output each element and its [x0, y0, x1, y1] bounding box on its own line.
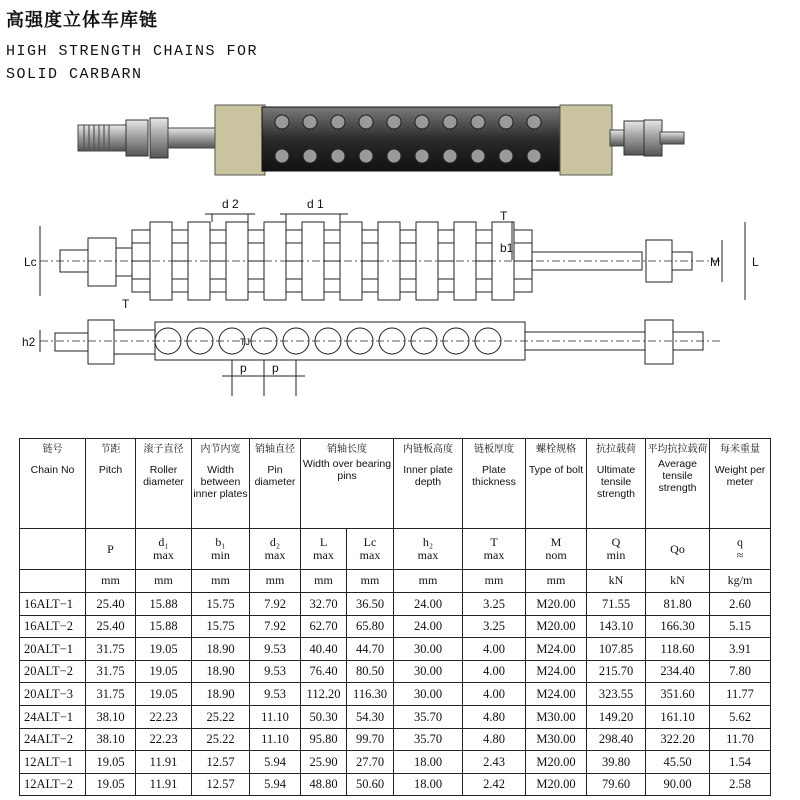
symbol-cell: d₁ max: [136, 529, 192, 570]
table-cell: 79.60: [587, 773, 646, 796]
table-row: [20, 773, 771, 796]
table-cell: 11.10: [250, 705, 301, 728]
table-cell: 36.50: [347, 593, 394, 616]
table-cell: 71.55: [587, 593, 646, 616]
table-cell: 3.91: [710, 638, 771, 661]
table-cell: 40.40: [301, 638, 347, 661]
chain-no-cell: 20ALT−2: [20, 660, 86, 683]
table-cell: 24.00: [394, 615, 463, 638]
table-row: [20, 683, 771, 706]
table-cell: 22.23: [136, 705, 192, 728]
table-cell: 27.70: [347, 751, 394, 774]
table-cell: 149.20: [587, 705, 646, 728]
table-cell: 25.22: [192, 705, 250, 728]
unit-cell: mm: [347, 570, 394, 593]
label-h2: h2: [22, 335, 36, 349]
label-tj-mark: TJ: [240, 337, 250, 347]
table-cell: 323.55: [587, 683, 646, 706]
table-cell: 4.00: [463, 683, 526, 706]
table-cell: M24.00: [526, 638, 587, 661]
unit-cell-empty: [20, 570, 86, 593]
table-cell: 11.91: [136, 773, 192, 796]
symbol-cell: d₂ max: [250, 529, 301, 570]
table-cell: 76.40: [301, 660, 347, 683]
table-cell: 19.05: [136, 683, 192, 706]
chain-no-cell: 24ALT−1: [20, 705, 86, 728]
table-cell: 18.90: [192, 638, 250, 661]
table-cell: 7.80: [710, 660, 771, 683]
symbol-cell: Lc max: [347, 529, 394, 570]
header-pitch: 节距 Pitch: [86, 439, 136, 529]
table-row: [20, 593, 771, 616]
unit-row: [20, 570, 771, 593]
table-cell: 2.42: [463, 773, 526, 796]
table-cell: 351.60: [646, 683, 710, 706]
header-roller-diameter: 滚子直径 Roller diameter: [136, 439, 192, 529]
table-row: [20, 705, 771, 728]
label-pitch-2: p: [272, 361, 279, 375]
unit-cell: mm: [192, 570, 250, 593]
left-end-block: [215, 105, 265, 175]
table-cell: 25.90: [301, 751, 347, 774]
header-weight: 每米重量 Weight per meter: [710, 439, 771, 529]
table-cell: 3.25: [463, 593, 526, 616]
table-cell: M20.00: [526, 593, 587, 616]
table-cell: 38.10: [86, 728, 136, 751]
table-cell: 18.00: [394, 751, 463, 774]
table-cell: 19.05: [86, 751, 136, 774]
table-cell: 31.75: [86, 638, 136, 661]
table-cell: 39.80: [587, 751, 646, 774]
table-cell: 1.54: [710, 751, 771, 774]
table-cell: 4.80: [463, 728, 526, 751]
table-cell: 19.05: [86, 773, 136, 796]
unit-cell: mm: [136, 570, 192, 593]
table-cell: 9.53: [250, 638, 301, 661]
table-cell: 18.90: [192, 660, 250, 683]
table-cell: 298.40: [587, 728, 646, 751]
table-cell: 9.53: [250, 683, 301, 706]
title-chinese: 高强度立体车库链: [6, 10, 158, 31]
table-cell: M24.00: [526, 683, 587, 706]
table-cell: 118.60: [646, 638, 710, 661]
table-cell: 48.80: [301, 773, 347, 796]
symbol-cell-empty: [20, 529, 86, 570]
table-cell: 12.57: [192, 751, 250, 774]
table-cell: 112.20: [301, 683, 347, 706]
table-cell: 81.80: [646, 593, 710, 616]
label-m: M: [710, 255, 720, 269]
table-cell: 5.94: [250, 751, 301, 774]
table-cell: 11.70: [710, 728, 771, 751]
table-row: [20, 728, 771, 751]
table-cell: M20.00: [526, 773, 587, 796]
table-row: [20, 615, 771, 638]
header-inner-width: 内节内宽 Width between inner plates: [192, 439, 250, 529]
unit-cell: kN: [587, 570, 646, 593]
header-average-strength: 平均抗拉载荷 Average tensile strength: [646, 439, 710, 529]
label-pitch-1: p: [240, 361, 247, 375]
table-cell: 35.70: [394, 705, 463, 728]
table-cell: 62.70: [301, 615, 347, 638]
chain-no-cell: 16ALT−1: [20, 593, 86, 616]
unit-cell: mm: [463, 570, 526, 593]
table-cell: 25.40: [86, 593, 136, 616]
unit-cell: mm: [250, 570, 301, 593]
table-cell: 4.00: [463, 638, 526, 661]
table-cell: 38.10: [86, 705, 136, 728]
table-cell: 30.00: [394, 660, 463, 683]
unit-cell: kg/m: [710, 570, 771, 593]
table-cell: 90.00: [646, 773, 710, 796]
table-cell: 50.60: [347, 773, 394, 796]
header-pin-length: 销轴长度 Width over bearing pins: [301, 439, 394, 529]
chain-no-cell: 20ALT−3: [20, 683, 86, 706]
symbol-cell: q ≈: [710, 529, 771, 570]
table-cell: 4.80: [463, 705, 526, 728]
symbol-cell: L max: [301, 529, 347, 570]
label-d1: d 1: [307, 197, 324, 211]
table-cell: 322.20: [646, 728, 710, 751]
table-cell: 234.40: [646, 660, 710, 683]
table-cell: 2.43: [463, 751, 526, 774]
label-l: L: [752, 255, 759, 269]
table-cell: 5.62: [710, 705, 771, 728]
table-row: [20, 638, 771, 661]
table-cell: 30.00: [394, 638, 463, 661]
table-cell: 54.30: [347, 705, 394, 728]
right-end-block: [560, 105, 612, 175]
symbol-cell: b₁ min: [192, 529, 250, 570]
unit-cell: mm: [394, 570, 463, 593]
chain-side-view: [40, 320, 720, 396]
table-cell: 143.10: [587, 615, 646, 638]
left-nut-2: [150, 118, 168, 158]
table-cell: 11.77: [710, 683, 771, 706]
table-cell: 4.00: [463, 660, 526, 683]
table-cell: 30.00: [394, 683, 463, 706]
table-cell: 15.88: [136, 615, 192, 638]
symbol-cell: Q min: [587, 529, 646, 570]
table-cell: M20.00: [526, 751, 587, 774]
table-cell: 11.10: [250, 728, 301, 751]
table-cell: 32.70: [301, 593, 347, 616]
spec-table: [19, 438, 771, 796]
symbol-cell: h₂ max: [394, 529, 463, 570]
table-cell: 7.92: [250, 615, 301, 638]
unit-cell: mm: [301, 570, 347, 593]
spec-table-body: [20, 593, 771, 796]
symbol-cell: M nom: [526, 529, 587, 570]
symbol-cell: T max: [463, 529, 526, 570]
table-cell: 3.25: [463, 615, 526, 638]
table-cell: 166.30: [646, 615, 710, 638]
header-bolt-type: 螺栓规格 Type of bolt: [526, 439, 587, 529]
left-nut: [126, 120, 148, 156]
chain-no-cell: 24ALT−2: [20, 728, 86, 751]
label-b1: b1: [500, 241, 514, 255]
table-cell: 50.30: [301, 705, 347, 728]
table-cell: 19.05: [136, 638, 192, 661]
table-cell: M30.00: [526, 705, 587, 728]
table-cell: 9.53: [250, 660, 301, 683]
table-cell: 116.30: [347, 683, 394, 706]
table-cell: 15.75: [192, 615, 250, 638]
header-chain-no: 链号 Chain No: [20, 439, 86, 529]
table-cell: 107.85: [587, 638, 646, 661]
table-cell: 31.75: [86, 683, 136, 706]
table-cell: 31.75: [86, 660, 136, 683]
label-d2: d 2: [222, 197, 239, 211]
table-cell: 18.90: [192, 683, 250, 706]
chain-no-cell: 12ALT−1: [20, 751, 86, 774]
table-cell: 5.15: [710, 615, 771, 638]
unit-cell: mm: [526, 570, 587, 593]
table-cell: 45.50: [646, 751, 710, 774]
table-cell: 18.00: [394, 773, 463, 796]
table-cell: 2.60: [710, 593, 771, 616]
label-t-bottom: T: [122, 297, 130, 311]
table-cell: 11.91: [136, 751, 192, 774]
table-cell: 65.80: [347, 615, 394, 638]
table-cell: 80.50: [347, 660, 394, 683]
table-cell: 95.80: [301, 728, 347, 751]
table-row: [20, 660, 771, 683]
chain-no-cell: 12ALT−2: [20, 773, 86, 796]
title-english-line1: HIGH STRENGTH CHAINS FOR: [6, 43, 259, 60]
table-cell: M24.00: [526, 660, 587, 683]
table-cell: M20.00: [526, 615, 587, 638]
label-t-top: T: [500, 209, 508, 223]
table-cell: 7.92: [250, 593, 301, 616]
unit-cell: kN: [646, 570, 710, 593]
table-cell: 35.70: [394, 728, 463, 751]
symbol-cell: P: [86, 529, 136, 570]
table-cell: 25.22: [192, 728, 250, 751]
chain-photo: [78, 105, 684, 175]
header-ultimate-strength: 抗拉载荷 Ultimate tensile strength: [587, 439, 646, 529]
table-cell: 15.75: [192, 593, 250, 616]
table-cell: 5.94: [250, 773, 301, 796]
header-inner-plate-depth: 内链板高度 Inner plate depth: [394, 439, 463, 529]
table-cell: 99.70: [347, 728, 394, 751]
symbol-cell: Qo: [646, 529, 710, 570]
title-english-line2: SOLID CARBARN: [6, 66, 143, 83]
header-pin-diameter: 销轴直径 Pin diameter: [250, 439, 301, 529]
table-cell: 2.58: [710, 773, 771, 796]
header-plate-thickness: 链板厚度 Plate thickness: [463, 439, 526, 529]
symbol-row: [20, 529, 771, 570]
table-cell: 161.10: [646, 705, 710, 728]
table-cell: 15.88: [136, 593, 192, 616]
chain-no-cell: 16ALT−2: [20, 615, 86, 638]
table-cell: 215.70: [587, 660, 646, 683]
table-cell: 12.57: [192, 773, 250, 796]
table-cell: 22.23: [136, 728, 192, 751]
chain-top-view: [40, 214, 745, 300]
unit-cell: mm: [86, 570, 136, 593]
table-cell: 25.40: [86, 615, 136, 638]
table-cell: M30.00: [526, 728, 587, 751]
table-cell: 24.00: [394, 593, 463, 616]
right-nut: [624, 121, 644, 155]
chain-no-cell: 20ALT−1: [20, 638, 86, 661]
label-lc: Lc: [24, 255, 37, 269]
table-cell: 44.70: [347, 638, 394, 661]
table-cell: 19.05: [136, 660, 192, 683]
table-row: [20, 751, 771, 774]
